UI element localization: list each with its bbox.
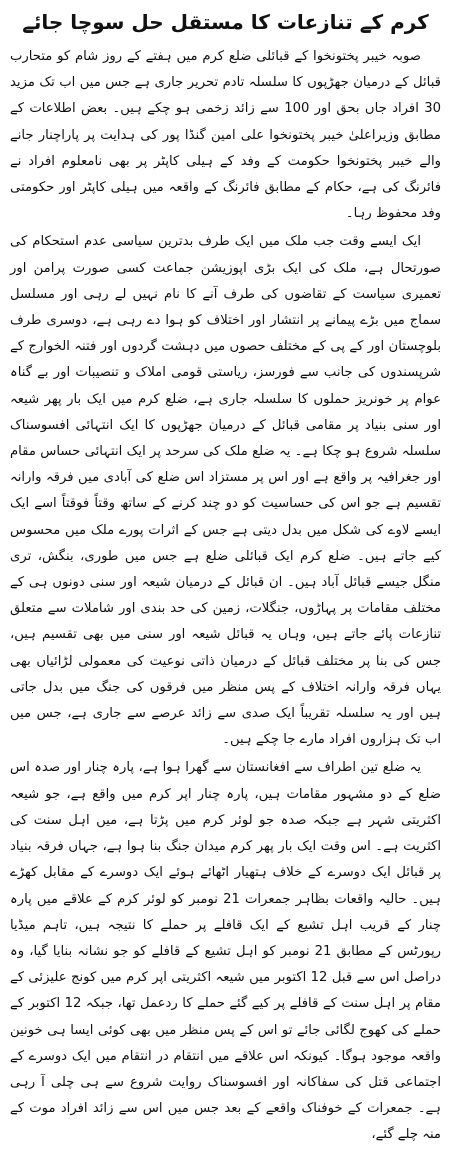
article-paragraph-2: ایک ایسے وقت جب ملک میں ایک طرف بدترین سیاسی عدم استحکام کی صورتحال ہے، ملک کی ایک بڑی اپوزیشن جماعت کسی صورت پرامن اور تعمیری سیاست کے تقاضوں کی طرف آنے کا نام نہیں لے رہی اور مسلسل سماج میں بڑے پیمانے پر انتشار اور اختلاف کو ہوا دے رہی ہے، دوسری طرف بلوچستان اور کے پی کے مختلف حصوں میں دہشت گردوں اور فتنہ الخوارج کے شرپسندوں کی جانب سے فورسز، ریاستی قومی املاک و تنصیبات اور بے گناہ عوام پر خونریز حملوں کا سلسلہ جاری ہے، ضلع کرم میں ایک بار پھر شیعہ اور سنی بنیاد پر مقامی قبائل کے درمیان جھڑپوں کا ایک انتہائی افسوسناک سلسلہ شروع ہو چکا ہے۔ یہ ضلع ملک کی سرحد پر ایک انتہائی حساس مقام اور جغرافیہ پر واقع ہے اور اس پر مستزاد اس ضلع کی آبادی میں فرقہ وارانہ تقسیم ہے جو اس کی حساسیت کو دو چند کرنے کے ساتھ وقتاً فوقتاً اسے ایک ایسے لاوے کی شکل میں بدل دیتی ہے جس کے اثرات پورے ملک میں محسوس کیے جاتے ہیں۔ ضلع کرم ایک قبائلی ضلع ہے جس میں طوری، بنگش، تری منگل جیسے قبائل آباد ہیں۔ ان قبائل کے درمیان شیعہ اور سنی دونوں ہی کے مختلف مقامات پر پہاڑوں، جنگلات، زمین کی حد بندی اور شاملات سے متعلق تنازعات پائے جاتے ہیں، وہاں یہ قبائل شیعہ اور سنی میں بھی تقسیم ہیں، جس کی بنا پر مختلف قبائل کے درمیان ذاتی نوعیت کی معمولی لڑائیاں بھی یہاں فرقہ وارانہ اختلاف کے پس منظر میں فرقوں کی جنگ میں بدل جاتی ہیں اور یہ سلسلہ تقریباً ایک صدی سے زائد عرصے سے جاری ہے، جس میں اب تک ہزاروں افراد مارے جا چکے ہیں۔	[10, 234, 441, 748]
article-paragraph-1: صوبہ خیبر پختونخوا کے قبائلی ضلع کرم میں ہفتے کے روز شام کو متحارب قبائل کے درمیان جھڑپوں کا سلسلہ تادم تحریر جاری ہے جس میں اب تک مزید 30 افراد جاں بحق اور 100 سے زائد زخمی ہو چکے ہیں۔ بعض اطلاعات کے مطابق وزیراعلیٰ خیبر پختونخوا علی امین گنڈا پور کی ہدایت پر پاراچنار جانے والے خیبر پختونخوا حکومت کے وفد کے ہیلی کاپٹر پر بھی نامعلوم افراد نے فائرنگ کی ہے، حکام کے مطابق فائرنگ کے واقعہ میں ہیلی کاپٹر اور حکومتی وفد محفوظ رہا۔	[10, 49, 441, 222]
article-title: کرم کے تنازعات کا مستقل حل سوچا جائے	[22, 10, 429, 34]
article-body	[10, 44, 441, 1149]
article-paragraph-3: یہ ضلع تین اطراف سے افغانستان سے گھرا ہوا ہے، پارہ چنار اور صدہ اس ضلع کے دو مشہور مقامات ہیں، پارہ چنار اپر کرم میں واقع ہے، جو شیعہ اکثریتی شہر ہے جبکہ صدہ جو لوئر کرم میں پڑتا ہے، میں اہل سنت کی اکثریت ہے۔ اس وقت ایک بار پھر کرم میدان جنگ بنا ہوا ہے، جہاں فرقہ بنیاد پر قبائل ایک دوسرے کے خلاف ہتھیار اٹھائے ہوئے ایک دوسرے کے مقابل کھڑے ہیں۔ حالیہ واقعات بظاہر جمعرات 21 نومبر کو لوئر کرم کے علاقے میں پارہ چنار کے قریب اہل تشیع کے ایک قافلے پر حملے کا نتیجہ ہیں، تاہم میڈیا رپورٹس کے مطابق 21 نومبر کو اہل تشیع کے قافلے کو جو نشانہ بنایا گیا، وہ دراصل اس سے قبل 12 اکتوبر میں شیعہ اکثریتی اپر کرم میں کونج علیزئی کے مقام پر اہل سنت کے قافلے پر کیے گئے حملے کا ردعمل تھا، جبکہ 12 اکتوبر کے حملے کی کھوج لگائی جائے تو اس کے پس منظر میں بھی کوئی ایسا ہی خونین واقعہ موجود ہوگا۔ کیونکہ اس علاقے میں انتقام در انتقام میں ایک دوسرے کے اجتماعی قتل کی سفاکانہ اور افسوسناک روایت شروع سے ہی چلی آ رہی ہے۔ جمعرات کے خوفناک واقعے کے بعد جس میں اس سے زائد افراد موت کے منہ چلے گئے،	[10, 760, 441, 1143]
